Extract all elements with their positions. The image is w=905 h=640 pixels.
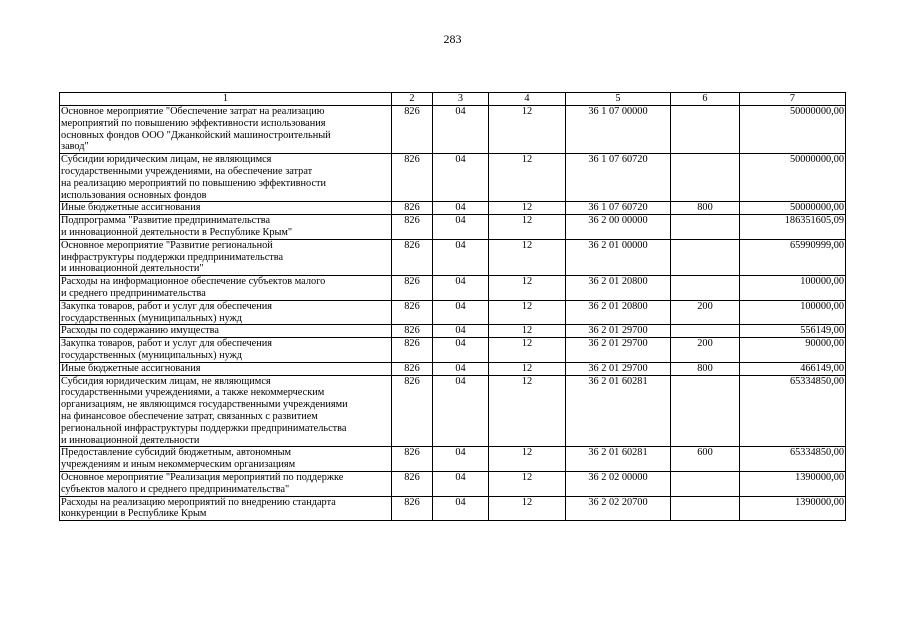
expense-type-cell <box>671 106 740 154</box>
table-row <box>60 447 846 472</box>
expense-type-cell <box>671 496 740 521</box>
row-name: Закупка товаров, работ и услуг для обеспечения государственных (муниципальных) нужд <box>60 300 392 325</box>
header-cell-3: 3 <box>433 93 489 106</box>
row-name: Закупка товаров, работ и услуг для обеспечения государственных (муниципальных) нужд <box>60 338 392 363</box>
subsection-cell: 12 <box>489 215 566 240</box>
grbs-cell: 826 <box>392 362 433 375</box>
section-cell: 04 <box>433 106 489 154</box>
target-article-cell: 36 2 01 29700 <box>566 362 671 375</box>
row-name: Расходы на реализацию мероприятий по внедрению стандарта конкуренции в Республике Крым <box>60 496 392 521</box>
expense-type-cell <box>671 325 740 338</box>
grbs-cell: 826 <box>392 338 433 363</box>
grbs-cell: 826 <box>392 202 433 215</box>
grbs-cell: 826 <box>392 154 433 202</box>
row-name: Предоставление субсидий бюджетным, автономным учреждениям и иным некоммерческим организациям <box>60 447 392 472</box>
target-article-cell: 36 2 01 00000 <box>566 239 671 275</box>
subsection-cell: 12 <box>489 496 566 521</box>
target-article-cell: 36 2 01 20800 <box>566 276 671 301</box>
section-cell: 04 <box>433 300 489 325</box>
row-name: Иные бюджетные ассигнования <box>60 202 392 215</box>
section-cell: 04 <box>433 338 489 363</box>
amount-cell: 90000,00 <box>740 338 846 363</box>
subsection-cell: 12 <box>489 202 566 215</box>
page-number: 283 <box>443 32 462 46</box>
header-cell-2: 2 <box>392 93 433 106</box>
grbs-cell: 826 <box>392 447 433 472</box>
header-cell-5: 5 <box>566 93 671 106</box>
expense-type-cell <box>671 239 740 275</box>
target-article-cell: 36 1 07 00000 <box>566 106 671 154</box>
subsection-cell: 12 <box>489 375 566 447</box>
target-article-cell: 36 2 01 20800 <box>566 300 671 325</box>
expense-type-cell: 600 <box>671 447 740 472</box>
table-row <box>60 276 846 301</box>
amount-cell: 186351605,09 <box>740 215 846 240</box>
section-cell: 04 <box>433 202 489 215</box>
expense-type-cell: 200 <box>671 300 740 325</box>
table-row <box>60 154 846 202</box>
table-row <box>60 202 846 215</box>
table-row <box>60 362 846 375</box>
amount-cell: 1390000,00 <box>740 496 846 521</box>
expense-type-cell: 800 <box>671 362 740 375</box>
header-cell-6: 6 <box>671 93 740 106</box>
grbs-cell: 826 <box>392 300 433 325</box>
target-article-cell: 36 2 01 29700 <box>566 338 671 363</box>
header-cell-4: 4 <box>489 93 566 106</box>
amount-cell: 100000,00 <box>740 276 846 301</box>
budget-table <box>59 92 846 521</box>
amount-cell: 50000000,00 <box>740 106 846 154</box>
section-cell: 04 <box>433 276 489 301</box>
table-row <box>60 338 846 363</box>
table-row <box>60 239 846 275</box>
target-article-cell: 36 1 07 60720 <box>566 154 671 202</box>
row-name: Иные бюджетные ассигнования <box>60 362 392 375</box>
section-cell: 04 <box>433 375 489 447</box>
subsection-cell: 12 <box>489 239 566 275</box>
grbs-cell: 826 <box>392 215 433 240</box>
expense-type-cell: 800 <box>671 202 740 215</box>
table-row <box>60 471 846 496</box>
expense-type-cell: 200 <box>671 338 740 363</box>
row-name: Субсидии юридическим лицам, не являющимся государственными учреждениями, на обеспечение затрат на реализацию мероприятий по повышению эффективности использования основных фондов <box>60 154 392 202</box>
row-name: Основное мероприятие "Обеспечение затрат на реализацию мероприятий по повышению эффективности использования основных фондов ООО "Джанкойский машиностроительный завод" <box>60 106 392 154</box>
target-article-cell: 36 1 07 60720 <box>566 202 671 215</box>
section-cell: 04 <box>433 215 489 240</box>
table-row <box>60 496 846 521</box>
subsection-cell: 12 <box>489 362 566 375</box>
amount-cell: 50000000,00 <box>740 154 846 202</box>
header-row <box>60 93 846 106</box>
row-name: Основное мероприятие "Реализация мероприятий по поддержке субъектов малого и среднего предпринимательства" <box>60 471 392 496</box>
subsection-cell: 12 <box>489 106 566 154</box>
subsection-cell: 12 <box>489 300 566 325</box>
grbs-cell: 826 <box>392 276 433 301</box>
section-cell: 04 <box>433 496 489 521</box>
grbs-cell: 826 <box>392 496 433 521</box>
row-name: Расходы по содержанию имущества <box>60 325 392 338</box>
section-cell: 04 <box>433 239 489 275</box>
amount-cell: 65334850,00 <box>740 447 846 472</box>
grbs-cell: 826 <box>392 325 433 338</box>
table-row <box>60 375 846 447</box>
amount-cell: 50000000,00 <box>740 202 846 215</box>
subsection-cell: 12 <box>489 154 566 202</box>
section-cell: 04 <box>433 447 489 472</box>
header-cell-7: 7 <box>740 93 846 106</box>
expense-type-cell <box>671 375 740 447</box>
amount-cell: 65990999,00 <box>740 239 846 275</box>
table-row <box>60 106 846 154</box>
row-name: Субсидия юридическим лицам, не являющимся государственными учреждениями, а также некоммерческим организациям, не являющимся государственными учреждениями на финансовое обеспечение затрат, связанных с развитием региональной инфраструктуры поддержки предпринимательства и инновационной деятельности <box>60 375 392 447</box>
expense-type-cell <box>671 154 740 202</box>
target-article-cell: 36 2 00 00000 <box>566 215 671 240</box>
row-name: Подпрограмма "Развитие предпринимательства и инновационной деятельности в Республике Крым" <box>60 215 392 240</box>
amount-cell: 556149,00 <box>740 325 846 338</box>
header-cell-1: 1 <box>60 93 392 106</box>
target-article-cell: 36 2 02 00000 <box>566 471 671 496</box>
grbs-cell: 826 <box>392 239 433 275</box>
expense-type-cell <box>671 471 740 496</box>
amount-cell: 65334850,00 <box>740 375 846 447</box>
grbs-cell: 826 <box>392 471 433 496</box>
amount-cell: 466149,00 <box>740 362 846 375</box>
row-name: Расходы на информационное обеспечение субъектов малого и среднего предпринимательства <box>60 276 392 301</box>
subsection-cell: 12 <box>489 276 566 301</box>
target-article-cell: 36 2 01 60281 <box>566 447 671 472</box>
amount-cell: 100000,00 <box>740 300 846 325</box>
subsection-cell: 12 <box>489 471 566 496</box>
target-article-cell: 36 2 02 20700 <box>566 496 671 521</box>
subsection-cell: 12 <box>489 338 566 363</box>
amount-cell: 1390000,00 <box>740 471 846 496</box>
subsection-cell: 12 <box>489 325 566 338</box>
section-cell: 04 <box>433 325 489 338</box>
table-row <box>60 300 846 325</box>
subsection-cell: 12 <box>489 447 566 472</box>
table-row <box>60 325 846 338</box>
section-cell: 04 <box>433 471 489 496</box>
target-article-cell: 36 2 01 60281 <box>566 375 671 447</box>
table-row <box>60 215 846 240</box>
expense-type-cell <box>671 215 740 240</box>
grbs-cell: 826 <box>392 375 433 447</box>
expense-type-cell <box>671 276 740 301</box>
target-article-cell: 36 2 01 29700 <box>566 325 671 338</box>
section-cell: 04 <box>433 154 489 202</box>
row-name: Основное мероприятие "Развитие региональной инфраструктуры поддержки предпринимательства и инновационной деятельности" <box>60 239 392 275</box>
section-cell: 04 <box>433 362 489 375</box>
grbs-cell: 826 <box>392 106 433 154</box>
